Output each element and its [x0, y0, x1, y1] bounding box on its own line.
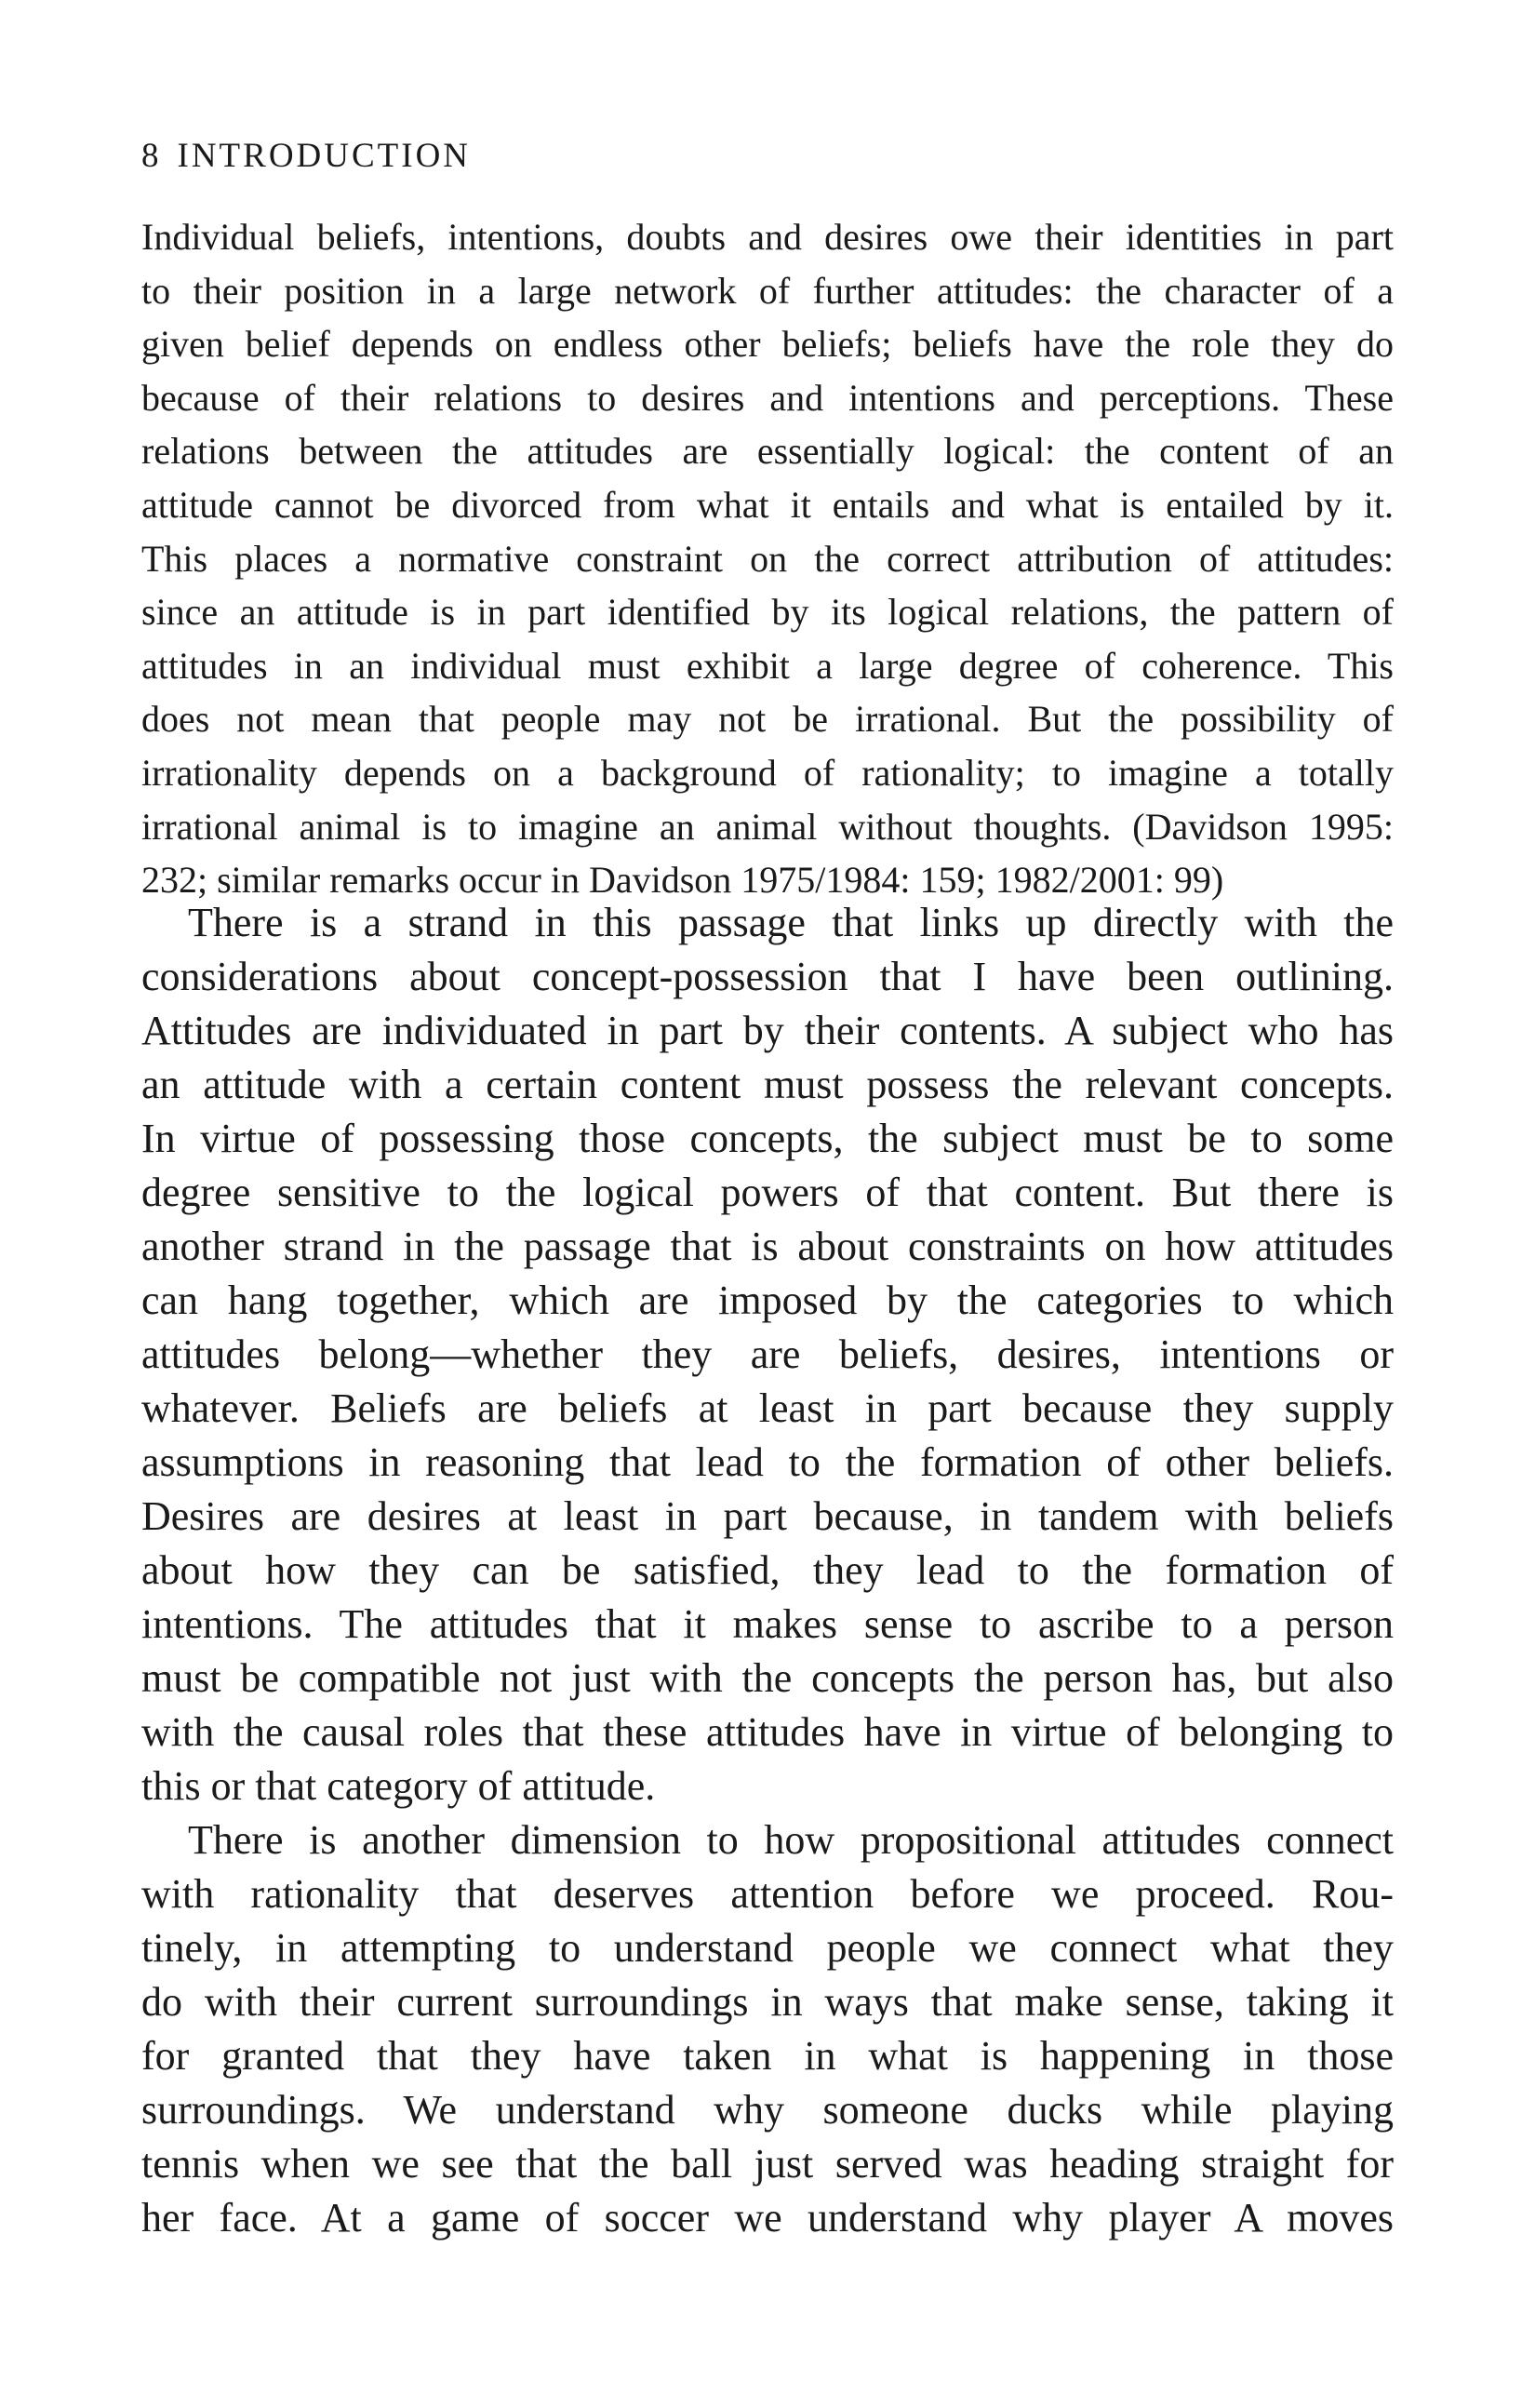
text-line: Attitudes are individuated in part by their contents. A subject who has	[141, 1008, 1394, 1053]
text-line: tennis when we see that the ball just served was heading straight for	[141, 2141, 1394, 2187]
quote-line: does not mean that people may not be irrational. But the possibility of	[141, 698, 1394, 741]
text-line: Desires are desires at least in part because, in tandem with beliefs	[141, 1493, 1394, 1539]
text-line: assumptions in reasoning that lead to the formation of other beliefs.	[141, 1439, 1394, 1485]
text-line: with rationality that deserves attention before we proceed. Rou-	[141, 1871, 1394, 1917]
running-head	[141, 132, 471, 181]
text-line: attitudes belong—whether they are beliefs, desires, intentions or	[141, 1331, 1394, 1377]
text-line: must be compatible not just with the concepts the person has, but also	[141, 1655, 1394, 1701]
quote-line: given belief depends on endless other beliefs; beliefs have the role they do	[141, 323, 1394, 366]
text-line: surroundings. We understand why someone ducks while playing	[141, 2087, 1394, 2133]
quote-line: attitude cannot be divorced from what it entails and what is entailed by it.	[141, 483, 1394, 526]
text-line: degree sensitive to the logical powers of that content. But there is	[141, 1170, 1394, 1215]
quote-line: because of their relations to desires and intentions and perceptions. These	[141, 376, 1394, 419]
text-line: There is a strand in this passage that links up directly with the	[188, 900, 1394, 945]
text-line: with the causal roles that these attitudes have in virtue of belonging to	[141, 1709, 1394, 1755]
text-line: tinely, in attempting to understand people we connect what they	[141, 1925, 1394, 1971]
text-line: In virtue of possessing those concepts, the subject must be to some	[141, 1116, 1394, 1161]
text-line: this or that category of attitude.	[141, 1763, 656, 1809]
quote-line: irrationality depends on a background of rationality; to imagine a totally	[141, 751, 1394, 794]
running-title: INTRODUCTION	[177, 137, 472, 175]
page-number: 8	[141, 137, 159, 175]
text-line: can hang together, which are imposed by the categories to which	[141, 1278, 1394, 1323]
text-line: for granted that they have taken in what is happening in those	[141, 2033, 1394, 2079]
text-line: about how they can be satisfied, they lead to the formation of	[141, 1547, 1394, 1593]
paragraph-1	[141, 896, 1394, 1813]
quote-line: 232; similar remarks occur in Davidson 1975/1984: 159; 1982/2001: 99)	[141, 859, 1224, 902]
quote-line: since an attitude is in part identified by its logical relations, the pattern of	[141, 591, 1394, 634]
text-line: whatever. Beliefs are beliefs at least in part because they supply	[141, 1385, 1394, 1431]
quote-line: irrational animal is to imagine an animal without thoughts. (Davidson 1995:	[141, 805, 1394, 848]
text-line: do with their current surroundings in ways that make sense, taking it	[141, 1979, 1394, 2025]
quote-line: relations between the attitudes are essentially logical: the content of an	[141, 430, 1394, 473]
quote-line: attitudes in an individual must exhibit a large degree of coherence. This	[141, 644, 1394, 687]
quote-line: to their position in a large network of further attitudes: the character of a	[141, 269, 1394, 312]
text-line: another strand in the passage that is about constraints on how attitudes	[141, 1224, 1394, 1269]
text-line: her face. At a game of soccer we understand why player A moves	[141, 2195, 1394, 2241]
body-text	[141, 896, 1394, 2245]
text-line: an attitude with a certain content must possess the relevant concepts.	[141, 1062, 1394, 1107]
quote-line: Individual beliefs, intentions, doubts and desires owe their identities in part	[141, 216, 1394, 258]
text-line: considerations about concept-possession that I have been outlining.	[141, 954, 1394, 999]
block-quote	[141, 210, 1394, 907]
book-page	[141, 0, 1394, 2408]
paragraph-2	[141, 1813, 1394, 2245]
quote-line: This places a normative constraint on the correct attribution of attitudes:	[141, 537, 1394, 580]
text-line: intentions. The attitudes that it makes sense to ascribe to a person	[141, 1601, 1394, 1647]
text-line: There is another dimension to how propositional attitudes connect	[188, 1817, 1394, 1863]
